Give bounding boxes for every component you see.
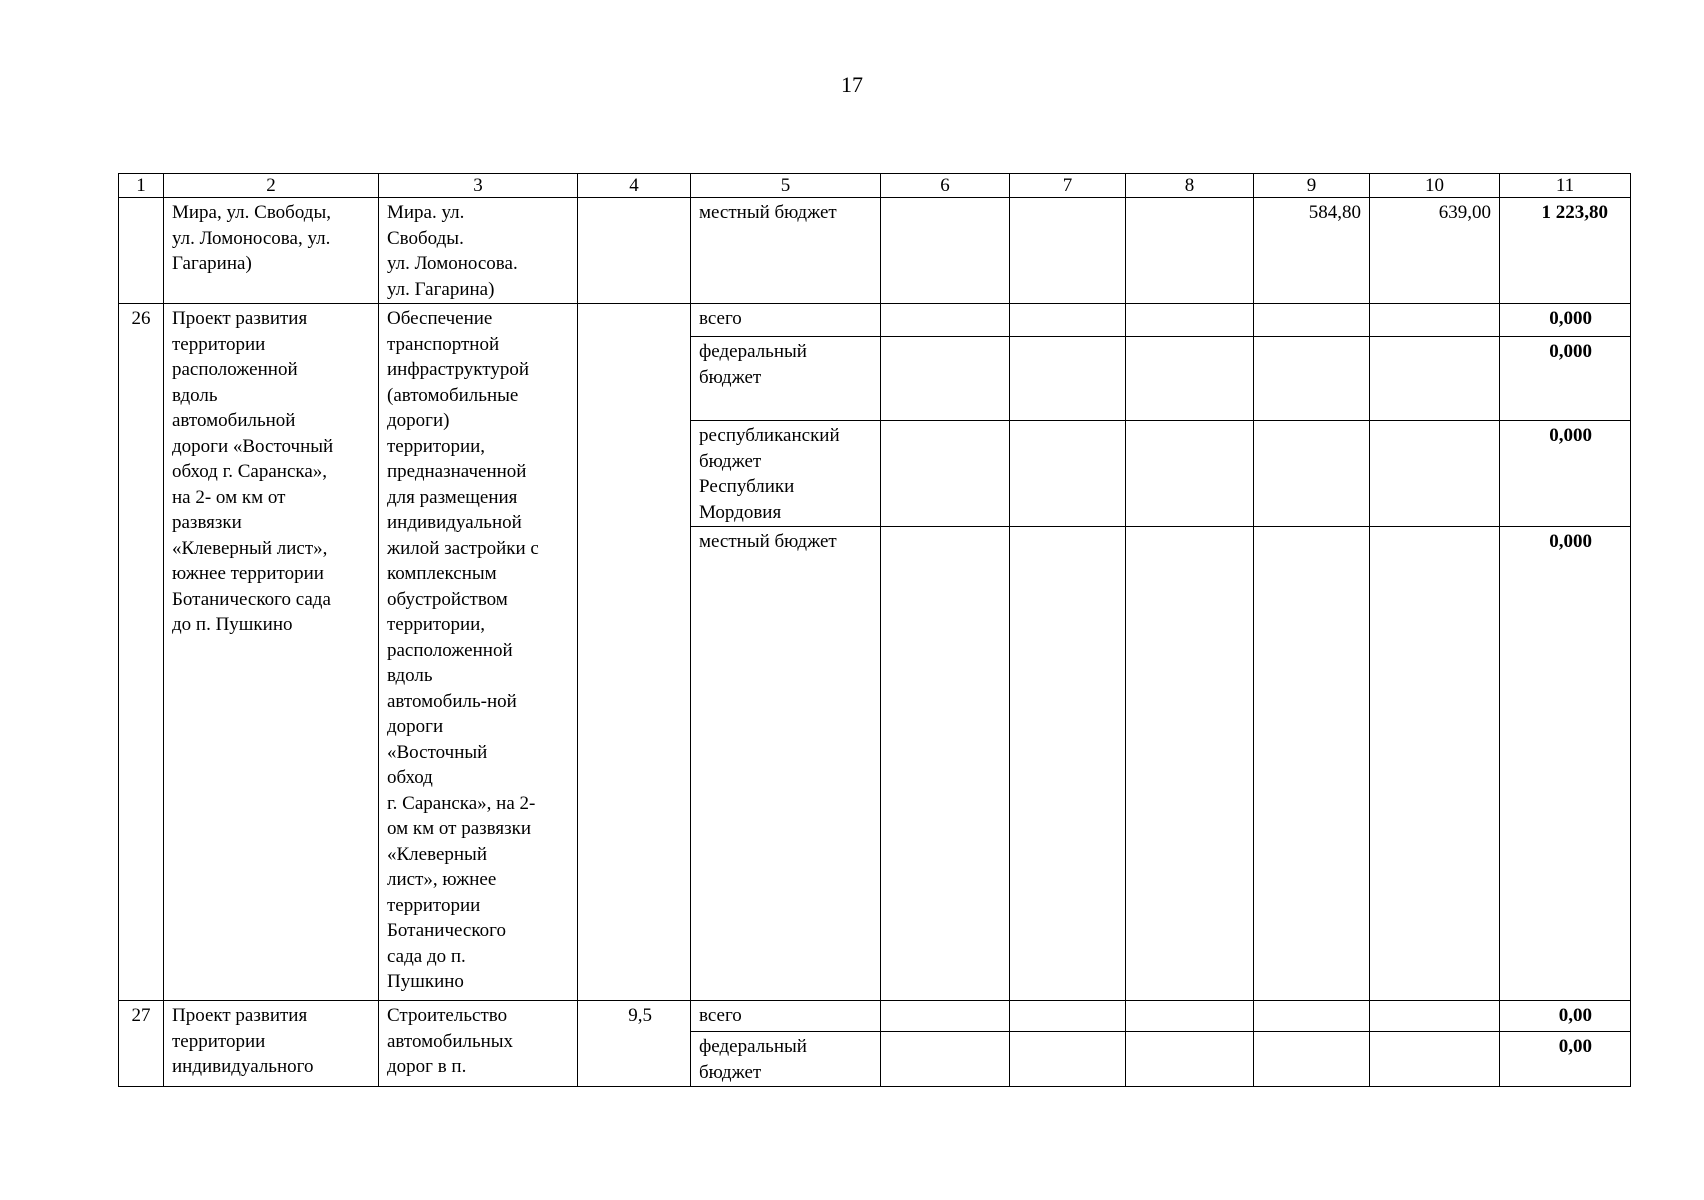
length-cell — [578, 304, 691, 1001]
total-cell: 0,000 — [1500, 337, 1631, 421]
column-number-header: 1 — [119, 174, 164, 198]
value-cell — [1010, 1001, 1126, 1032]
total-cell: 0,000 — [1500, 421, 1631, 527]
funding-source-cell: местный бюджет — [691, 527, 881, 1001]
value-cell — [1254, 527, 1370, 1001]
budget-table — [118, 173, 1631, 1087]
value-cell — [881, 527, 1010, 1001]
value-cell — [881, 421, 1010, 527]
column-number-header: 4 — [578, 174, 691, 198]
value-cell — [1126, 527, 1254, 1001]
column-number-header: 11 — [1500, 174, 1631, 198]
value-cell — [1010, 527, 1126, 1001]
column-number-header: 7 — [1010, 174, 1126, 198]
column-number-header: 2 — [164, 174, 379, 198]
total-cell: 0,00 — [1500, 1032, 1631, 1087]
length-cell: 9,5 — [578, 1001, 691, 1087]
value-cell — [881, 1001, 1010, 1032]
project-purpose-cell: Мира. ул. Свободы. ул. Ломоносова. ул. Гагарина) — [379, 198, 578, 304]
row-number-cell: 27 — [119, 1001, 164, 1087]
row-number-cell — [119, 198, 164, 304]
table-row — [119, 1001, 1631, 1032]
value-cell: 639,00 — [1370, 198, 1500, 304]
column-number-row — [119, 174, 1631, 198]
value-cell — [881, 198, 1010, 304]
value-cell: 584,80 — [1254, 198, 1370, 304]
value-cell — [1010, 1032, 1126, 1087]
value-cell — [1254, 337, 1370, 421]
column-number-header: 9 — [1254, 174, 1370, 198]
funding-source-cell: всего — [691, 1001, 881, 1032]
value-cell — [1370, 1032, 1500, 1087]
column-number-header: 6 — [881, 174, 1010, 198]
value-cell — [1254, 1032, 1370, 1087]
column-number-header: 5 — [691, 174, 881, 198]
column-number-header: 8 — [1126, 174, 1254, 198]
value-cell — [1370, 337, 1500, 421]
column-number-header: 3 — [379, 174, 578, 198]
length-cell — [578, 198, 691, 304]
funding-source-cell: федеральный бюджет — [691, 1032, 881, 1087]
value-cell — [1370, 1001, 1500, 1032]
row-number-cell: 26 — [119, 304, 164, 1001]
total-cell: 1 223,80 — [1500, 198, 1631, 304]
project-purpose-cell: Обеспечение транспортной инфраструктурой (автомобильные дороги) территории, предназначенной для размещения индивидуальной жилой застройки с комплексным обустройством территории, расположенной вдоль автомобиль-ной дороги «Восточный обход г. Саранска», на 2- ом км от развязки «Клеверный лист», южнее территории Ботанического сада до п. Пушкино — [379, 304, 578, 1001]
page-number: 17 — [841, 72, 863, 97]
value-cell — [1126, 421, 1254, 527]
value-cell — [1126, 304, 1254, 337]
value-cell — [1254, 1001, 1370, 1032]
value-cell — [1126, 198, 1254, 304]
funding-source-cell: республиканский бюджет Республики Мордовия — [691, 421, 881, 527]
total-cell: 0,000 — [1500, 304, 1631, 337]
value-cell — [1370, 304, 1500, 337]
value-cell — [1370, 527, 1500, 1001]
value-cell — [881, 337, 1010, 421]
value-cell — [1126, 1001, 1254, 1032]
value-cell — [1010, 337, 1126, 421]
total-cell: 0,00 — [1500, 1001, 1631, 1032]
value-cell — [1254, 421, 1370, 527]
value-cell — [881, 1032, 1010, 1087]
value-cell — [1370, 421, 1500, 527]
value-cell — [1126, 1032, 1254, 1087]
project-purpose-cell: Строительство автомобильных дорог в п. — [379, 1001, 578, 1087]
table-row — [119, 304, 1631, 337]
funding-source-cell: федеральный бюджет — [691, 337, 881, 421]
funding-source-cell: всего — [691, 304, 881, 337]
value-cell — [1010, 304, 1126, 337]
value-cell — [1254, 304, 1370, 337]
value-cell — [881, 304, 1010, 337]
total-cell: 0,000 — [1500, 527, 1631, 1001]
project-name-cell: Проект развития территории индивидуального — [164, 1001, 379, 1087]
column-number-header: 10 — [1370, 174, 1500, 198]
value-cell — [1126, 337, 1254, 421]
funding-source-cell: местный бюджет — [691, 198, 881, 304]
project-name-cell: Мира, ул. Свободы, ул. Ломоносова, ул. Гагарина) — [164, 198, 379, 304]
project-name-cell: Проект развития территории расположенной вдоль автомобильной дороги «Восточный обход г. Саранска», на 2- ом км от развязки «Клеверный лист», южнее территории Ботанического сада до п. Пушкино — [164, 304, 379, 1001]
value-cell — [1010, 421, 1126, 527]
table-row — [119, 198, 1631, 304]
value-cell — [1010, 198, 1126, 304]
